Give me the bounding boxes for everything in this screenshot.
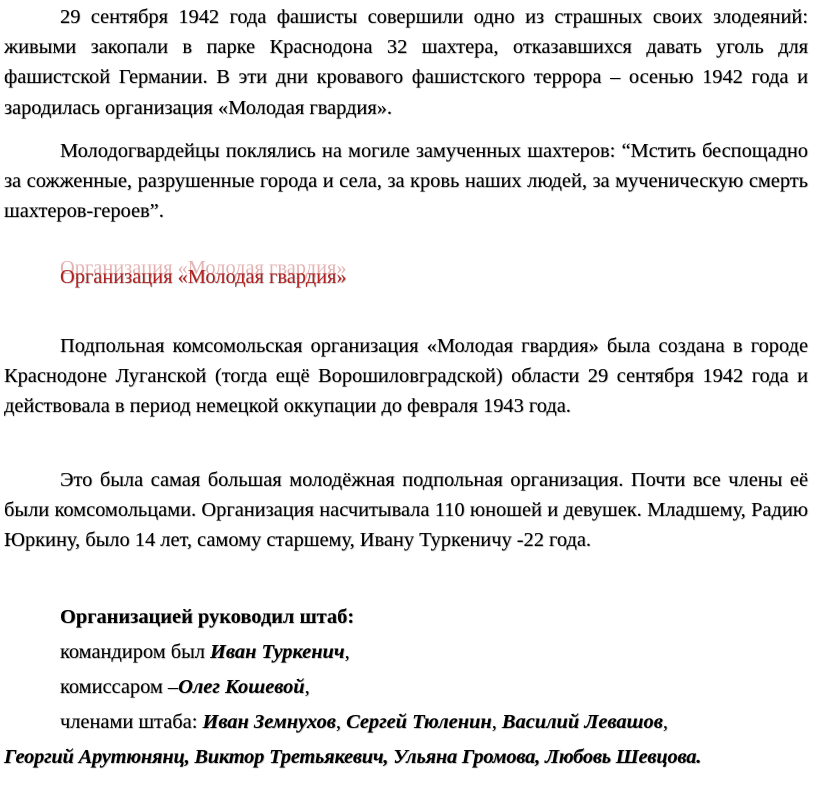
- paragraph-massacre: 29 сентября 1942 года фашисты совершили одно из страшных своих злодеяний: живыми закопали в парке Краснодона 32 шахтера, отказавшихся давать уголь для фашистской Германии. В эти дни кровавого фашистского террора – осенью 1942 года и зародилась организация «Молодая гвардия».: [4, 6, 808, 119]
- members-line: [60, 707, 668, 737]
- commander-tail: ,: [344, 641, 350, 663]
- headquarters-title: Организацией руководил штаб:: [60, 606, 355, 628]
- members-label: членами штаба:: [60, 711, 203, 733]
- member-name: Василий Левашов: [501, 711, 663, 733]
- member-separator: ,: [491, 711, 502, 733]
- paragraph-founding: Подпольная комсомольская организация «Молодая гвардия» была создана в городе Краснодоне Луганской (тогда ещё Ворошиловградской) области 29 сентября 1942 года и действовала в период немецкой оккупации до февраля 1943 года.: [4, 335, 808, 418]
- commander-label: командиром был: [60, 641, 211, 663]
- members-line-continued: Георгий Арутюнянц, Виктор Третьякевич, Ульяна Громова, Любовь Шевцова.: [4, 746, 702, 768]
- section-heading: Организация «Молодая гвардия»: [60, 266, 347, 288]
- member-separator: ,: [335, 711, 347, 733]
- commissar-name: Олег Кошевой: [178, 676, 305, 698]
- commander-line: [60, 637, 350, 667]
- member-name: Сергей Тюленин: [346, 711, 492, 733]
- member-name: Иван Земнухов: [202, 711, 336, 733]
- commissar-tail: ,: [304, 676, 310, 698]
- paragraph-oath: Молодогвардейцы поклялись на могиле замученных шахтеров: “Мстить беспощадно за сожженные, разрушенные города и села, за кровь наших людей, за мученическую смерть шахтеров-героев”.: [4, 140, 808, 223]
- commander-name: Иван Туркенич: [210, 641, 345, 663]
- commissar-line: [60, 672, 310, 702]
- commissar-label: комиссаром –: [60, 676, 179, 698]
- paragraph-membership: Это была самая большая молодёжная подпольная организация. Почти все члены её были комсомольцами. Организация насчитывала 110 юношей и девушек. Младшему, Радию Юркину, было 14 лет, самому старшему, Ивану Туркеничу -22 года.: [4, 469, 808, 552]
- member-separator: ,: [662, 711, 668, 733]
